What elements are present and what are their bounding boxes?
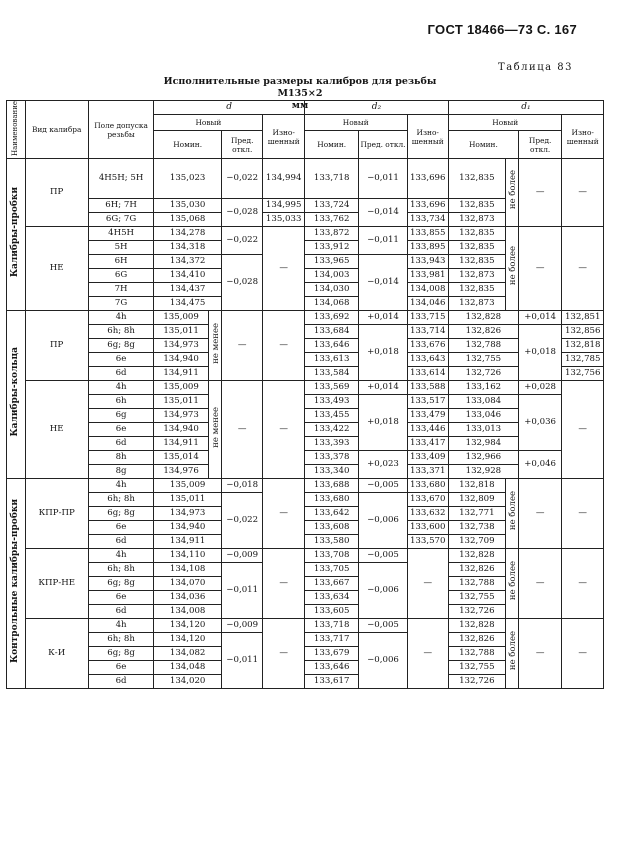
value-cell: 132,788	[448, 647, 505, 661]
tolerance-cell: 6d	[88, 675, 153, 689]
value-cell: 133,493	[304, 395, 359, 409]
deviation-cell: −0,009	[221, 619, 262, 633]
value-cell: 134,008	[154, 605, 222, 619]
note-cell: не более	[505, 227, 518, 311]
value-cell: 133,696	[407, 159, 448, 199]
tolerance-cell: 6G; 7G	[88, 213, 153, 227]
dash-cell: —	[263, 479, 304, 549]
value-cell: 132,835	[448, 227, 505, 241]
dash-cell: —	[407, 619, 448, 689]
deviation-cell: −0,005	[359, 479, 407, 493]
deviation-cell: −0,011	[359, 159, 407, 199]
value-cell: 135,009	[154, 381, 209, 395]
calibre-table	[6, 100, 604, 689]
value-cell: 134,003	[304, 269, 359, 283]
value-cell: 134,994	[263, 159, 304, 199]
deviation-cell: −0,006	[359, 633, 407, 689]
deviation-cell: +0,023	[359, 451, 407, 479]
value-cell: 133,600	[407, 521, 448, 535]
value-cell: 132,826	[448, 633, 505, 647]
section-name: КПР-ПР	[25, 479, 88, 549]
value-cell: 134,278	[154, 227, 222, 241]
dash-cell: —	[263, 311, 304, 381]
header-pole: Поле допуска резьбы	[88, 101, 153, 159]
dash-cell: —	[518, 619, 562, 689]
value-cell: 135,011	[154, 325, 209, 339]
header-new-d2: Новый	[304, 115, 407, 131]
value-cell: 133,570	[407, 535, 448, 549]
note-cell: не более	[505, 549, 518, 619]
tolerance-cell: 4h	[88, 479, 153, 493]
deviation-cell: +0,028	[518, 381, 562, 395]
value-cell: 133,872	[304, 227, 359, 241]
deviation-cell: −0,022	[221, 493, 262, 549]
tolerance-cell: 6H; 7H	[88, 199, 153, 213]
value-cell: 134,120	[154, 633, 222, 647]
value-cell: 134,046	[407, 297, 448, 311]
deviation-cell: +0,014	[518, 311, 562, 325]
value-cell: 132,726	[448, 367, 518, 381]
value-cell: 134,120	[154, 619, 222, 633]
dash-cell: —	[263, 549, 304, 619]
tolerance-cell: 6g; 8g	[88, 647, 153, 661]
value-cell: 134,108	[154, 563, 222, 577]
header-pred-d1: Пред. откл.	[518, 131, 562, 159]
page-header: ГОСТ 18466—73 С. 167	[427, 22, 577, 37]
section-name: К-И	[25, 619, 88, 689]
value-cell: 133,455	[304, 409, 359, 423]
value-cell: 132,873	[448, 297, 505, 311]
value-cell: 133,605	[304, 605, 359, 619]
value-cell: 133,943	[407, 255, 448, 269]
value-cell: 135,033	[263, 213, 304, 227]
deviation-cell: +0,014	[359, 311, 407, 325]
value-cell: 135,011	[154, 395, 209, 409]
value-cell: 134,475	[154, 297, 222, 311]
tolerance-cell: 5H	[88, 241, 153, 255]
dash-cell: —	[263, 619, 304, 689]
dash-cell: —	[562, 381, 604, 479]
deviation-cell: −0,011	[221, 633, 262, 689]
value-cell: 133,670	[407, 493, 448, 507]
caption-units: мм	[291, 100, 309, 111]
value-cell: 133,708	[304, 549, 359, 563]
tolerance-cell: 6h; 8h	[88, 325, 153, 339]
value-cell: 133,667	[304, 577, 359, 591]
tolerance-cell: 6e	[88, 661, 153, 675]
value-cell: 132,785	[562, 353, 604, 367]
value-cell: 134,911	[154, 437, 209, 451]
value-cell: 134,318	[154, 241, 222, 255]
group-control-plugs: Контрольные калибры-пробки	[7, 479, 26, 689]
section-name: ПР	[25, 159, 88, 227]
deviation-cell: −0,006	[359, 563, 407, 619]
value-cell: 134,070	[154, 577, 222, 591]
note-cell: не более	[505, 479, 518, 549]
value-cell: 133,446	[407, 423, 448, 437]
deviation-cell: +0,018	[359, 325, 407, 381]
value-cell: 133,855	[407, 227, 448, 241]
dash-cell: —	[562, 619, 604, 689]
dash-cell: —	[518, 227, 562, 311]
header-pred-d2: Пред. откл.	[359, 131, 407, 159]
value-cell: 133,517	[407, 395, 448, 409]
tolerance-cell: 6H	[88, 255, 153, 269]
dash-cell: —	[562, 549, 604, 619]
value-cell: 133,632	[407, 507, 448, 521]
deviation-cell: −0,014	[359, 199, 407, 227]
value-cell: 132,873	[448, 213, 505, 227]
value-cell: 134,437	[154, 283, 222, 297]
deviation-cell: −0,006	[359, 493, 407, 549]
value-cell: 134,110	[154, 549, 222, 563]
value-cell: 133,688	[304, 479, 359, 493]
value-cell: 134,911	[154, 367, 209, 381]
tolerance-cell: 6e	[88, 423, 153, 437]
value-cell: 133,646	[304, 339, 359, 353]
value-cell: 132,828	[448, 619, 505, 633]
value-cell: 133,046	[448, 409, 518, 423]
deviation-cell: −0,022	[221, 159, 262, 199]
tolerance-cell: 8h	[88, 451, 153, 465]
tolerance-cell: 6d	[88, 535, 153, 549]
value-cell: 133,013	[448, 423, 518, 437]
value-cell: 133,417	[407, 437, 448, 451]
value-cell: 133,696	[407, 199, 448, 213]
dash-cell: —	[263, 227, 304, 311]
deviation-cell: −0,028	[221, 255, 262, 311]
value-cell: 134,410	[154, 269, 222, 283]
value-cell: 135,014	[154, 451, 209, 465]
value-cell: 132,835	[448, 255, 505, 269]
value-cell: 133,680	[304, 493, 359, 507]
dash-cell: —	[221, 311, 262, 381]
value-cell: 133,393	[304, 437, 359, 451]
tolerance-cell: 7G	[88, 297, 153, 311]
tolerance-cell: 6G	[88, 269, 153, 283]
note-cell: не менее	[208, 381, 221, 479]
value-cell: 132,771	[448, 507, 505, 521]
value-cell: 135,068	[154, 213, 222, 227]
value-cell: 133,371	[407, 465, 448, 479]
note-cell: не менее	[208, 311, 221, 381]
value-cell: 133,965	[304, 255, 359, 269]
value-cell: 134,036	[154, 591, 222, 605]
value-cell: 133,895	[407, 241, 448, 255]
value-cell: 132,709	[448, 535, 505, 549]
section-name: НЕ	[25, 381, 88, 479]
tolerance-cell: 6d	[88, 367, 153, 381]
note-cell: не более	[505, 159, 518, 227]
header-nom-d: Номин.	[154, 131, 222, 159]
tolerance-cell: 6g	[88, 409, 153, 423]
dash-cell: —	[518, 479, 562, 549]
value-cell: 133,162	[448, 381, 518, 395]
dash-cell: —	[221, 381, 262, 479]
value-cell: 133,912	[304, 241, 359, 255]
header-d: d	[154, 101, 305, 115]
tolerance-cell: 6d	[88, 605, 153, 619]
value-cell: 134,940	[154, 521, 222, 535]
value-cell: 132,835	[448, 283, 505, 297]
deviation-cell: −0,022	[221, 227, 262, 255]
deviation-cell: +0,018	[359, 395, 407, 451]
value-cell: 133,617	[304, 675, 359, 689]
value-cell: 133,642	[304, 507, 359, 521]
deviation-cell: −0,028	[221, 199, 262, 227]
value-cell: 134,911	[154, 535, 222, 549]
value-cell: 133,734	[407, 213, 448, 227]
value-cell: 132,726	[448, 675, 505, 689]
value-cell: 133,588	[407, 381, 448, 395]
tolerance-cell: 6e	[88, 353, 153, 367]
tolerance-cell: 7H	[88, 283, 153, 297]
value-cell: 132,809	[448, 493, 505, 507]
value-cell: 133,643	[407, 353, 448, 367]
value-cell: 134,082	[154, 647, 222, 661]
value-cell: 133,981	[407, 269, 448, 283]
value-cell: 132,828	[448, 311, 518, 325]
value-cell: 134,973	[154, 339, 209, 353]
value-cell: 133,714	[407, 325, 448, 339]
deviation-cell: +0,036	[518, 395, 562, 451]
value-cell: 135,011	[154, 493, 222, 507]
value-cell: 133,705	[304, 563, 359, 577]
value-cell: 134,973	[154, 507, 222, 521]
header-d2: d₂	[304, 101, 448, 115]
value-cell: 132,788	[448, 577, 505, 591]
value-cell: 133,762	[304, 213, 359, 227]
value-cell: 135,009	[154, 311, 209, 325]
value-cell: 134,030	[304, 283, 359, 297]
value-cell: 132,738	[448, 521, 505, 535]
header-naim: Наименование	[7, 101, 26, 159]
header-new-d1: Новый	[448, 115, 561, 131]
table-number: Таблица 83	[498, 62, 573, 73]
deviation-cell: −0,005	[359, 549, 407, 563]
tolerance-cell: 6h; 8h	[88, 633, 153, 647]
tolerance-cell: 4H5H	[88, 227, 153, 241]
value-cell: 133,479	[407, 409, 448, 423]
caption-title: Исполнительные размеры калибров для резьбы М135×2	[163, 76, 437, 99]
tolerance-cell: 6e	[88, 591, 153, 605]
value-cell: 133,614	[407, 367, 448, 381]
value-cell: 133,684	[304, 325, 359, 339]
value-cell: 133,634	[304, 591, 359, 605]
value-cell: 133,717	[304, 633, 359, 647]
deviation-cell: −0,014	[359, 255, 407, 311]
deviation-cell: +0,018	[518, 325, 562, 381]
value-cell: 134,008	[407, 283, 448, 297]
header-d1: d₁	[448, 101, 603, 115]
value-cell: 132,755	[448, 661, 505, 675]
value-cell: 133,608	[304, 521, 359, 535]
header-pred-d: Пред. откл.	[221, 131, 262, 159]
value-cell: 132,851	[562, 311, 604, 325]
section-name: НЕ	[25, 227, 88, 311]
value-cell: 132,984	[448, 437, 518, 451]
value-cell: 133,569	[304, 381, 359, 395]
value-cell: 134,995	[263, 199, 304, 213]
value-cell: 133,580	[304, 535, 359, 549]
value-cell: 133,679	[304, 647, 359, 661]
dash-cell: —	[518, 549, 562, 619]
group-rings: Калибры-кольца	[7, 311, 26, 479]
value-cell: 132,818	[562, 339, 604, 353]
deviation-cell: +0,014	[359, 381, 407, 395]
value-cell: 132,835	[448, 241, 505, 255]
value-cell: 133,613	[304, 353, 359, 367]
header-nom-d2: Номин.	[304, 131, 359, 159]
group-plugs: Калибры-пробки	[7, 159, 26, 311]
value-cell: 132,826	[448, 563, 505, 577]
value-cell: 133,692	[304, 311, 359, 325]
dash-cell: —	[562, 227, 604, 311]
value-cell: 133,680	[407, 479, 448, 493]
value-cell: 132,835	[448, 159, 505, 199]
value-cell: 133,718	[304, 159, 359, 199]
value-cell: 132,826	[448, 325, 518, 339]
header-new-d: Новый	[154, 115, 263, 131]
deviation-cell: −0,009	[221, 549, 262, 563]
note-cell: не более	[505, 619, 518, 689]
header-nom-d1: Номин.	[448, 131, 518, 159]
value-cell: 133,646	[304, 661, 359, 675]
value-cell: 132,755	[448, 353, 518, 367]
value-cell: 134,372	[154, 255, 222, 269]
value-cell: 133,584	[304, 367, 359, 381]
deviation-cell: +0,046	[518, 451, 562, 479]
tolerance-cell: 6g; 8g	[88, 507, 153, 521]
value-cell: 132,755	[448, 591, 505, 605]
value-cell: 133,378	[304, 451, 359, 465]
tolerance-cell: 6e	[88, 521, 153, 535]
tolerance-cell: 6d	[88, 437, 153, 451]
tolerance-cell: 4h	[88, 381, 153, 395]
tolerance-cell: 4H5H; 5H	[88, 159, 153, 199]
tolerance-cell: 6h; 8h	[88, 563, 153, 577]
value-cell: 133,340	[304, 465, 359, 479]
value-cell: 132,788	[448, 339, 518, 353]
header-worn-d1: Изно-шенный	[562, 115, 604, 159]
value-cell: 134,940	[154, 423, 209, 437]
value-cell: 132,828	[448, 549, 505, 563]
value-cell: 134,020	[154, 675, 222, 689]
value-cell: 132,756	[562, 367, 604, 381]
tolerance-cell: 6h; 8h	[88, 493, 153, 507]
value-cell: 135,023	[154, 159, 222, 199]
value-cell: 132,856	[562, 325, 604, 339]
value-cell: 135,009	[154, 479, 222, 493]
header-vid: Вид калибра	[25, 101, 88, 159]
value-cell: 132,873	[448, 269, 505, 283]
value-cell: 134,973	[154, 409, 209, 423]
value-cell: 134,068	[304, 297, 359, 311]
tolerance-cell: 6g; 8g	[88, 339, 153, 353]
tolerance-cell: 6g; 8g	[88, 577, 153, 591]
header-worn-d: Изно-шенный	[263, 115, 304, 159]
dash-cell: —	[407, 549, 448, 619]
deviation-cell: −0,005	[359, 619, 407, 633]
section-name: ПР	[25, 311, 88, 381]
tolerance-cell: 4h	[88, 549, 153, 563]
value-cell: 133,676	[407, 339, 448, 353]
value-cell: 132,818	[448, 479, 505, 493]
dash-cell: —	[562, 159, 604, 227]
tolerance-cell: 4h	[88, 619, 153, 633]
section-name: КПР-НЕ	[25, 549, 88, 619]
value-cell: 134,940	[154, 353, 209, 367]
deviation-cell: −0,011	[359, 227, 407, 255]
value-cell: 135,030	[154, 199, 222, 213]
value-cell: 133,718	[304, 619, 359, 633]
deviation-cell: −0,011	[221, 563, 262, 619]
header-worn-d2: Изно-шенный	[407, 115, 448, 159]
deviation-cell: −0,018	[221, 479, 262, 493]
value-cell: 133,422	[304, 423, 359, 437]
dash-cell: —	[562, 479, 604, 549]
value-cell: 134,976	[154, 465, 209, 479]
value-cell: 132,835	[448, 199, 505, 213]
value-cell: 132,966	[448, 451, 518, 465]
value-cell: 133,724	[304, 199, 359, 213]
value-cell: 133,409	[407, 451, 448, 465]
value-cell: 133,715	[407, 311, 448, 325]
value-cell: 134,048	[154, 661, 222, 675]
dash-cell: —	[518, 159, 562, 227]
value-cell: 132,928	[448, 465, 518, 479]
value-cell: 132,726	[448, 605, 505, 619]
tolerance-cell: 8g	[88, 465, 153, 479]
value-cell: 133,084	[448, 395, 518, 409]
tolerance-cell: 4h	[88, 311, 153, 325]
tolerance-cell: 6h	[88, 395, 153, 409]
dash-cell: —	[263, 381, 304, 479]
